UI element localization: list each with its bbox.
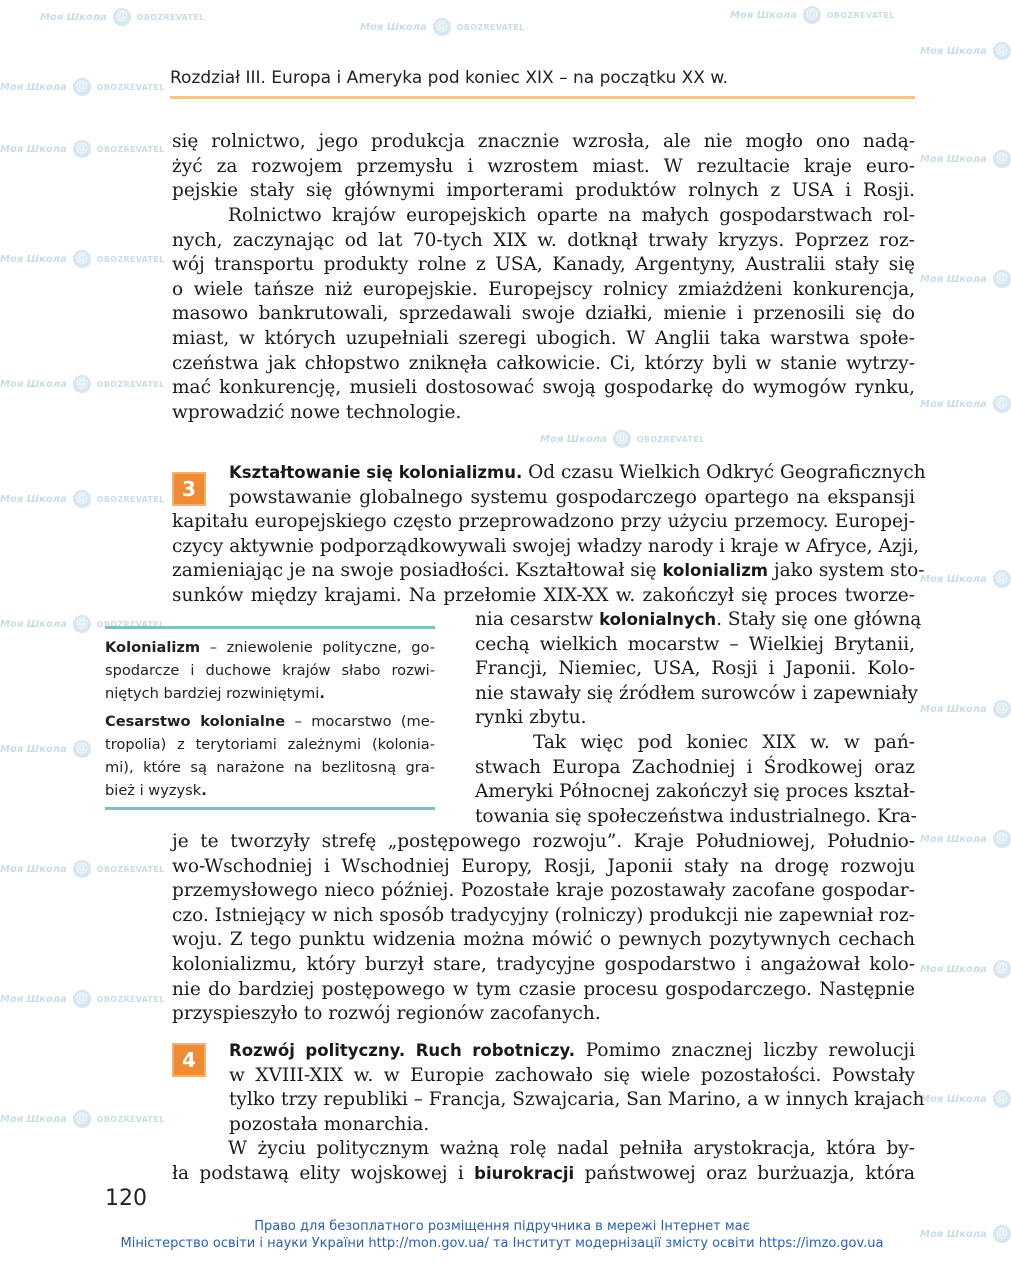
watermark-item: Моя Школа Ⓖ [920,830,1011,848]
watermark-logo-icon: Ⓖ [993,42,1011,60]
text-line: mać konkurencję, musieli dostosować swoją gospodarkę do wymogów rynku, [172,377,915,399]
text-line: zamieniając je na swoje posiadłości. Kształtował się kolonializm jako system sto- [172,560,925,582]
text-line: pozostała monarchia. [229,1113,430,1135]
watermark-item: Моя Школа Ⓖ OBOZREVATEL [540,430,704,448]
watermark-logo-icon: Ⓖ [993,1090,1011,1108]
text-line: tylko trzy republiki – Francja, Szwajcaria, San Marino, a w innych krajach [229,1089,925,1111]
watermark-logo-icon: Ⓖ [73,140,91,158]
text-line: Rolnictwo krajów europejskich oparte na małych gospodarstwach rol- [228,205,915,226]
watermark-logo-icon: Ⓖ [803,6,821,24]
text-line: kapitału europejskiego często przeprowadzono przy użyciu przemocy. Europej- [172,511,915,532]
section-4-paragraph-2 [172,1137,915,1186]
text-line: przyspieszyło to rozwój regionów zacofanych. [172,1003,601,1025]
watermark-item: Моя Школа Ⓖ OBOZREVATEL [360,18,524,36]
watermark-item: Моя Школа Ⓖ [920,395,1011,413]
text-line: się rolnictwo, jego produkcja znacznie wzrosła, ale nie mogło ono nadą- [172,131,915,152]
text-line: nych, zaczynając od lat 70-tych XIX w. dotknął trwały kryzys. Poprzez roz- [172,229,915,251]
text-line: wo-Wschodniej i Wschodniej Europy, Rosji, Japonii stały na drogę rozwoju [172,855,915,877]
watermark-item: Моя Школа Ⓖ OBOZREVATEL [0,990,164,1008]
watermark-item: Моя Школа Ⓖ [920,1225,1011,1243]
watermark-logo-icon: Ⓖ [433,18,451,36]
watermark-item: Моя Школа Ⓖ [920,270,1011,288]
watermark-item: Моя Школа Ⓖ OBOZREVATEL [0,375,164,393]
watermark-logo-icon: Ⓖ [73,375,91,393]
watermark-logo-icon: Ⓖ [113,8,131,26]
text-line: je te tworzyły strefę „postępowego rozwoju”. Kraje Południowej, Południo- [172,831,915,852]
text-line: woju. Z tego punktu widzenia można mówić o pewnych pozytywnych cechach [172,929,915,951]
text-line: czo. Istniejący w nich sposób tradycyjny (rolniczy) produkcji nie zapewniał roz- [172,904,915,926]
text-line: o wiele tańsze niż europejskie. Europejscy rolnicy zmiażdżeni konkurencja, [172,278,915,300]
watermark-item: Моя Школа Ⓖ OBOZREVATEL [0,490,164,508]
text-line: Kształtowanie się kolonializmu. Od czasu Wielkich Odkryć Geograficznych [229,462,926,483]
watermark-logo-icon: Ⓖ [73,78,91,96]
section-3-continuation [172,830,915,1027]
watermark-logo-icon: Ⓖ [73,990,91,1008]
watermark-logo-icon: Ⓖ [993,960,1011,978]
term-kolonialnych: kolonialnych [599,610,717,629]
watermark-item: Моя Школа Ⓖ [920,960,1011,978]
section-4-badge: 4 [172,1043,206,1077]
text-line: czycy aktywnie podporządkowywali swojej władzy narody i kraje w Afryce, Azji, [172,535,920,557]
watermark-item: Моя Школа Ⓖ [920,1090,1011,1108]
section-3-heading: Kształtowanie się kolonializmu. [229,463,523,482]
watermark-logo-icon: Ⓖ [73,860,91,878]
watermark-logo-icon: Ⓖ [73,490,91,508]
definition-kolonializm: Kolonializm – zniewolenie polityczne, go- spodarcze i duchowe krajów słabo rozwi- niętych bardziej rozwiniętymi. [105,639,435,702]
watermark-logo-icon: Ⓖ [993,150,1011,168]
watermark-item: Моя Школа Ⓖ OBOZREVATEL [0,250,164,268]
text-line: W życiu politycznym ważną rolę nadal pełniła arystokracja, która by- [228,1138,915,1159]
text-line: ła podstawą elity wojskowej i biurokracji państwowej oraz burżuazja, która [172,1162,915,1184]
watermark-logo-icon: Ⓖ [993,1225,1011,1243]
text-line: w XVIII-XIX w. w Europie zachowało się wiele pozostałości. Powstały [229,1064,915,1086]
watermark-item: Моя Школа Ⓖ [920,42,1011,60]
watermark-logo-icon: Ⓖ [73,740,91,758]
text-line: rynki zbytu. [475,707,587,729]
watermark-item: Моя Школа Ⓖ OBOZREVATEL [0,78,164,96]
paragraph-continuation [172,130,915,204]
definition-cesarstwo-kolonialne: Cesarstwo kolonialne – mocarstwo (me- tropolia) z terytoriami zależnymi (kolonia- mi), które są narażone na bezlitosną gra- bież i wyzysk. [105,713,435,799]
watermark-logo-icon: Ⓖ [993,830,1011,848]
watermark-item: Моя Школа Ⓖ OBOZREVATEL [0,140,164,158]
watermark-logo-icon: Ⓖ [73,615,91,633]
watermark-item: Моя Школа Ⓖ OBOZREVATEL [0,1110,164,1128]
section-3-badge: 3 [172,472,206,506]
watermark-logo-icon: Ⓖ [993,395,1011,413]
section-3-right-column [475,608,922,829]
text-line: przemysłowego nieco później. Pozostałe kraje pozostawały zacofane gospodar- [172,880,915,902]
watermark-logo-icon: Ⓖ [993,570,1011,588]
footer-line: Міністерство освіти і науки України http://mon.gov.ua/ та Інститут модернізації змісту освіти https://imzo.gov.ua [120,1236,884,1251]
definitions-box [105,626,435,810]
watermark-logo-icon: Ⓖ [73,1110,91,1128]
text-line: stwach Europa Zachodniej i Środkowej oraz [475,756,915,778]
text-line: kolonializmu, który burzył stare, tradycyjne gospodarstwo i angażował kolo- [172,953,915,975]
text-line: Rozwój polityczny. Ruch robotniczy. Pomimo znacznej liczby rewolucji [229,1040,915,1061]
text-line: powstawanie globalnego systemu gospodarczego opartego na ekspansji [229,486,915,508]
section-4-heading: Rozwój polityczny. Ruch robotniczy. [229,1041,576,1060]
section-3-intro [229,461,926,510]
definition-term: Cesarstwo kolonialne [105,713,286,731]
watermark-item: Моя Школа Ⓖ [920,700,1011,718]
text-line: towania się społeczeństwa industrialnego. Kra- [475,805,917,827]
paragraph-agriculture [172,204,915,425]
text-line: Tak więc pod koniec XIX w. w pań- [533,731,915,753]
text-line: czeństwa jak chłopstwo zniknęła całkowicie. Ci, którzy byli w stanie wytrzy- [172,352,915,374]
header-rule [170,96,915,99]
definition-term: Kolonializm [105,639,201,656]
watermark-logo-icon: Ⓖ [613,430,631,448]
text-line: cechą wielkich mocarstw – Wielkiej Brytanii, [475,633,915,655]
text-line: Francji, Niemiec, USA, Rosji i Japonii. Kolo- [475,658,915,680]
text-line: pejskie stały się głównymi importerami produktów rolnych z USA i Rosji. [172,180,915,202]
text-line: masowo bankrutowali, sprzedawali swoje działki, mienie i przenosili się do [172,303,915,325]
watermark-item: Моя Школа Ⓖ [0,740,91,758]
text-line: żyć za rozwojem przemysłu i wzrostem miast. W rezultacie kraje euro- [172,155,915,177]
footer-line: Право для безоплатного розміщення підручника в мережі Інтернет має [254,1219,750,1234]
watermark-item: Моя Школа Ⓖ OBOZREVATEL [40,8,204,26]
chapter-header: Rozdział III. Europa i Ameryka pod koniec XIX – na początku XX w. [170,68,729,88]
page-number: 120 [105,1186,147,1211]
watermark-item: Моя Школа Ⓖ OBOZREVATEL [0,615,164,633]
text-line: Ameryki Północnej zakończył się proces kształ- [475,781,916,803]
term-kolonializm: kolonializm [662,561,769,581]
text-line: nia cesarstw kolonialnych. Stały się one główną [475,609,922,630]
footer-license [0,1218,1004,1252]
section-4-intro [229,1039,925,1137]
watermark-logo-icon: Ⓖ [993,700,1011,718]
watermark-logo-icon: Ⓖ [993,270,1011,288]
watermark-item: Моя Школа Ⓖ OBOZREVATEL [0,860,164,878]
watermark-item: Моя Школа Ⓖ [920,570,1011,588]
text-line: miast, w których uzupełniali szeregi ubogich. W Anglii taka warstwa społe- [172,327,915,349]
section-3-body [172,510,925,608]
term-biurokracji: biurokracji [474,1163,575,1183]
text-line: wprowadzić nowe technologie. [172,401,462,423]
text-line: nie stawały się źródłem surowców i zapewniały [475,682,918,704]
watermark-item: Моя Школа Ⓖ OBOZREVATEL [730,6,894,24]
text-line: wój transportu produkty rolne z USA, Kanady, Argentyny, Australii stały się [172,254,915,276]
text-line: nie do bardziej postępowego w tym czasie procesu gospodarczego. Następnie [172,978,915,1000]
text-line: sunków między krajami. Na przełomie XIX-XX w. zakończył się proces tworze- [172,584,915,606]
watermark-item: Моя Школа Ⓖ [920,150,1011,168]
watermark-logo-icon: Ⓖ [73,250,91,268]
